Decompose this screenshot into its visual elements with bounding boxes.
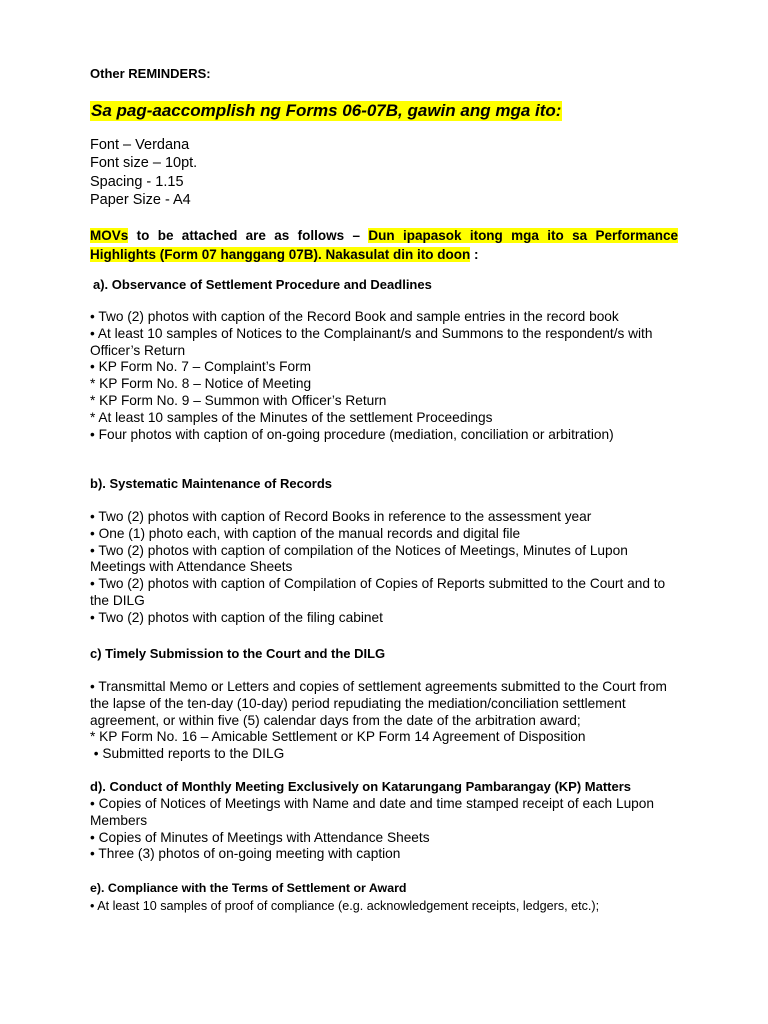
list-item: • Copies of Notices of Meetings with Name and date and time stamped receipt of each Lupon <box>90 796 655 811</box>
reminders-heading: Other REMINDERS: <box>90 66 211 81</box>
section-e-list <box>90 899 599 913</box>
section-a-title: a). Observance of Settlement Procedure and Deadlines <box>93 277 432 292</box>
list-item: • Transmittal Memo or Letters and copies of settlement agreements submitted to the Court from <box>90 679 667 694</box>
list-item: • Two (2) photos with caption of compilation of the Notices of Meetings, Minutes of Lupon <box>90 542 628 558</box>
movs-highlight: Dun ipapasok itong mga ito sa Performance Highlights (Form 07 hanggang 07B). Nakasulat din ito doon <box>90 228 678 262</box>
movs-paragraph <box>90 226 678 264</box>
list-item: • Submitted reports to the DILG <box>90 746 285 762</box>
list-item: the lapse of the ten-day (10-day) period repudiating the mediation/conciliation settlement <box>90 695 626 711</box>
spec-font-size: Font size – 10pt. <box>90 155 198 171</box>
list-item: * KP Form No. 9 – Summon with Officer’s Return <box>90 392 387 408</box>
spec-paper-size: Paper Size - A4 <box>90 192 191 208</box>
list-item: • One (1) photo each, with caption of the manual records and digital file <box>90 525 521 541</box>
list-item: • Two (2) photos with caption of the Record Book and sample entries in the record book <box>90 309 619 324</box>
movs-tail: : <box>470 247 479 262</box>
section-b-list <box>90 509 665 627</box>
list-item: Members <box>90 812 148 828</box>
section-c-title: c) Timely Submission to the Court and the DILG <box>90 646 386 661</box>
list-item: the DILG <box>90 592 145 608</box>
list-item: Officer’s Return <box>90 342 186 358</box>
list-item: • Two (2) photos with caption of Record Books in reference to the assessment year <box>90 509 592 524</box>
forms-headline: Sa pag-aaccomplish ng Forms 06-07B, gawin ang mga ito: <box>91 101 562 120</box>
list-item: * At least 10 samples of the Minutes of the settlement Proceedings <box>90 409 493 425</box>
list-item: * KP Form No. 8 – Notice of Meeting <box>90 376 312 392</box>
section-d-list <box>90 796 654 863</box>
list-item: * KP Form No. 16 – Amicable Settlement or KP Form 14 Agreement of Disposition <box>90 729 586 745</box>
section-d-title: d). Conduct of Monthly Meeting Exclusively on Katarungang Pambarangay (KP) Matters <box>90 779 632 794</box>
list-item: • At least 10 samples of proof of compliance (e.g. acknowledgement receipts, ledgers, etc.); <box>90 899 600 913</box>
list-item: • Copies of Minutes of Meetings with Attendance Sheets <box>90 829 430 845</box>
section-e-title: e). Compliance with the Terms of Settlement or Award <box>90 881 407 895</box>
spec-font: Font – Verdana <box>90 137 190 153</box>
section-c-list <box>90 679 667 763</box>
list-item: • Four photos with caption of on-going procedure (mediation, conciliation or arbitration) <box>90 426 614 442</box>
movs-middle: to be attached are as follows – <box>128 228 369 243</box>
list-item: agreement, or within five (5) calendar days from the date of the arbitration award; <box>90 712 581 728</box>
spec-spacing: Spacing - 1.15 <box>90 174 184 190</box>
section-a-list <box>90 309 652 443</box>
list-item: • KP Form No. 7 – Complaint’s Form <box>90 359 312 375</box>
movs-lead: MOVs <box>90 228 129 243</box>
list-item: • Two (2) photos with caption of the filing cabinet <box>90 609 383 625</box>
list-item: • Three (3) photos of on-going meeting with caption <box>90 846 401 862</box>
list-item: • Two (2) photos with caption of Compilation of Copies of Reports submitted to the Court and to <box>90 576 666 592</box>
section-b-title: b). Systematic Maintenance of Records <box>90 476 333 491</box>
list-item: • At least 10 samples of Notices to the Complainant/s and Summons to the respondent/s with <box>90 325 653 341</box>
list-item: Meetings with Attendance Sheets <box>90 559 293 575</box>
